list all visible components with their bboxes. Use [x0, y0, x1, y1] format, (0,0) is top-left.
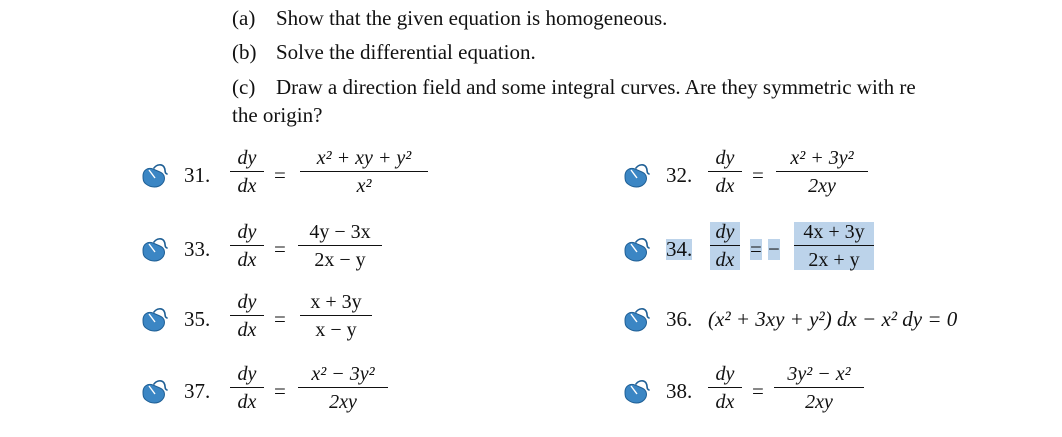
problem-35 [140, 292, 400, 352]
instruction-text: Show that the given equation is homogeneous. [276, 6, 668, 30]
denominator: dx [237, 249, 257, 272]
rhs-fraction [794, 222, 874, 270]
numerator: 4y − 3x [309, 221, 371, 243]
problem-32 [622, 148, 882, 208]
problem-31 [140, 148, 440, 208]
denominator: 2x − y [314, 249, 366, 272]
problem-38 [622, 364, 882, 424]
problem-number: 35. [184, 307, 211, 331]
numerator: 4x + 3y [794, 222, 874, 245]
instruction-tag: (b) [232, 40, 257, 64]
numerator: dy [237, 363, 257, 385]
lhs-fraction [708, 148, 742, 196]
lhs-fraction [230, 148, 264, 196]
equals-sign: = [274, 379, 286, 403]
rhs-fraction [776, 148, 868, 196]
denominator: x − y [315, 319, 357, 342]
denominator: 2xy [808, 175, 836, 198]
instruction-text: Solve the differential equation. [276, 40, 536, 64]
computer-mouse-icon[interactable] [140, 236, 168, 264]
problem-number: 33. [184, 237, 211, 261]
computer-mouse-icon[interactable] [622, 306, 650, 334]
instruction-c [232, 77, 916, 98]
problem-36 [622, 292, 1042, 352]
instruction-text: the origin? [232, 103, 323, 127]
problem-34 [622, 222, 882, 282]
instruction-tag: (c) [232, 75, 256, 99]
denominator: dx [237, 319, 257, 342]
numerator: dy [237, 147, 257, 169]
problem-37 [140, 364, 400, 424]
problem-number: 32. [666, 163, 693, 187]
equals-sign: = [752, 163, 764, 187]
numerator: x² + xy + y² [316, 147, 412, 169]
problem-number: 34. [666, 237, 693, 261]
instruction-b [232, 42, 536, 63]
denominator: 2xy [805, 391, 833, 414]
rhs-fraction [298, 364, 388, 412]
computer-mouse-icon[interactable] [622, 378, 650, 406]
numerator: dy [715, 147, 735, 169]
denominator: 2xy [329, 391, 357, 414]
rhs-fraction [300, 292, 372, 340]
numerator: dy [715, 363, 735, 385]
denominator: dx [715, 249, 735, 272]
instruction-c-continuation [232, 105, 322, 126]
computer-mouse-icon[interactable] [622, 236, 650, 264]
lhs-fraction [230, 222, 264, 270]
denominator: dx [237, 391, 257, 414]
denominator: dx [237, 175, 257, 198]
rhs-fraction [774, 364, 864, 412]
problem-number: 36. [666, 307, 693, 331]
problem-number: 38. [666, 379, 693, 403]
instruction-text: Draw a direction field and some integral curves. Are they symmetric with re [276, 75, 916, 99]
denominator: dx [715, 175, 735, 198]
rhs-fraction [298, 222, 382, 270]
computer-mouse-icon[interactable] [140, 378, 168, 406]
rhs-fraction [300, 148, 428, 196]
numerator: dy [715, 221, 735, 243]
computer-mouse-icon[interactable] [622, 162, 650, 190]
problem-33 [140, 222, 400, 282]
instruction-tag: (a) [232, 6, 256, 30]
computer-mouse-icon[interactable] [140, 162, 168, 190]
numerator: x² + 3y² [790, 147, 854, 169]
numerator: x² − 3y² [311, 363, 375, 385]
equals-sign: = [750, 237, 762, 261]
problem-number: 37. [184, 379, 211, 403]
lhs-fraction [710, 222, 740, 270]
inline-equation: (x² + 3xy + y²) dx − x² dy = 0 [708, 307, 958, 331]
equals-sign: = [274, 237, 286, 261]
denominator: x² [356, 175, 372, 198]
problem-number: 31. [184, 163, 211, 187]
equals-sign: = [274, 163, 286, 187]
denominator: dx [715, 391, 735, 414]
numerator: 3y² − x² [787, 363, 851, 385]
lhs-fraction [230, 364, 264, 412]
equals-sign: = [752, 379, 764, 403]
numerator: dy [237, 291, 257, 313]
denominator: 2x + y [794, 246, 874, 270]
minus-sign: − [768, 237, 780, 261]
equals-sign: = [274, 307, 286, 331]
numerator: dy [237, 221, 257, 243]
computer-mouse-icon[interactable] [140, 306, 168, 334]
lhs-fraction [708, 364, 742, 412]
numerator: x + 3y [310, 291, 362, 313]
instruction-a [232, 8, 667, 29]
lhs-fraction [230, 292, 264, 340]
